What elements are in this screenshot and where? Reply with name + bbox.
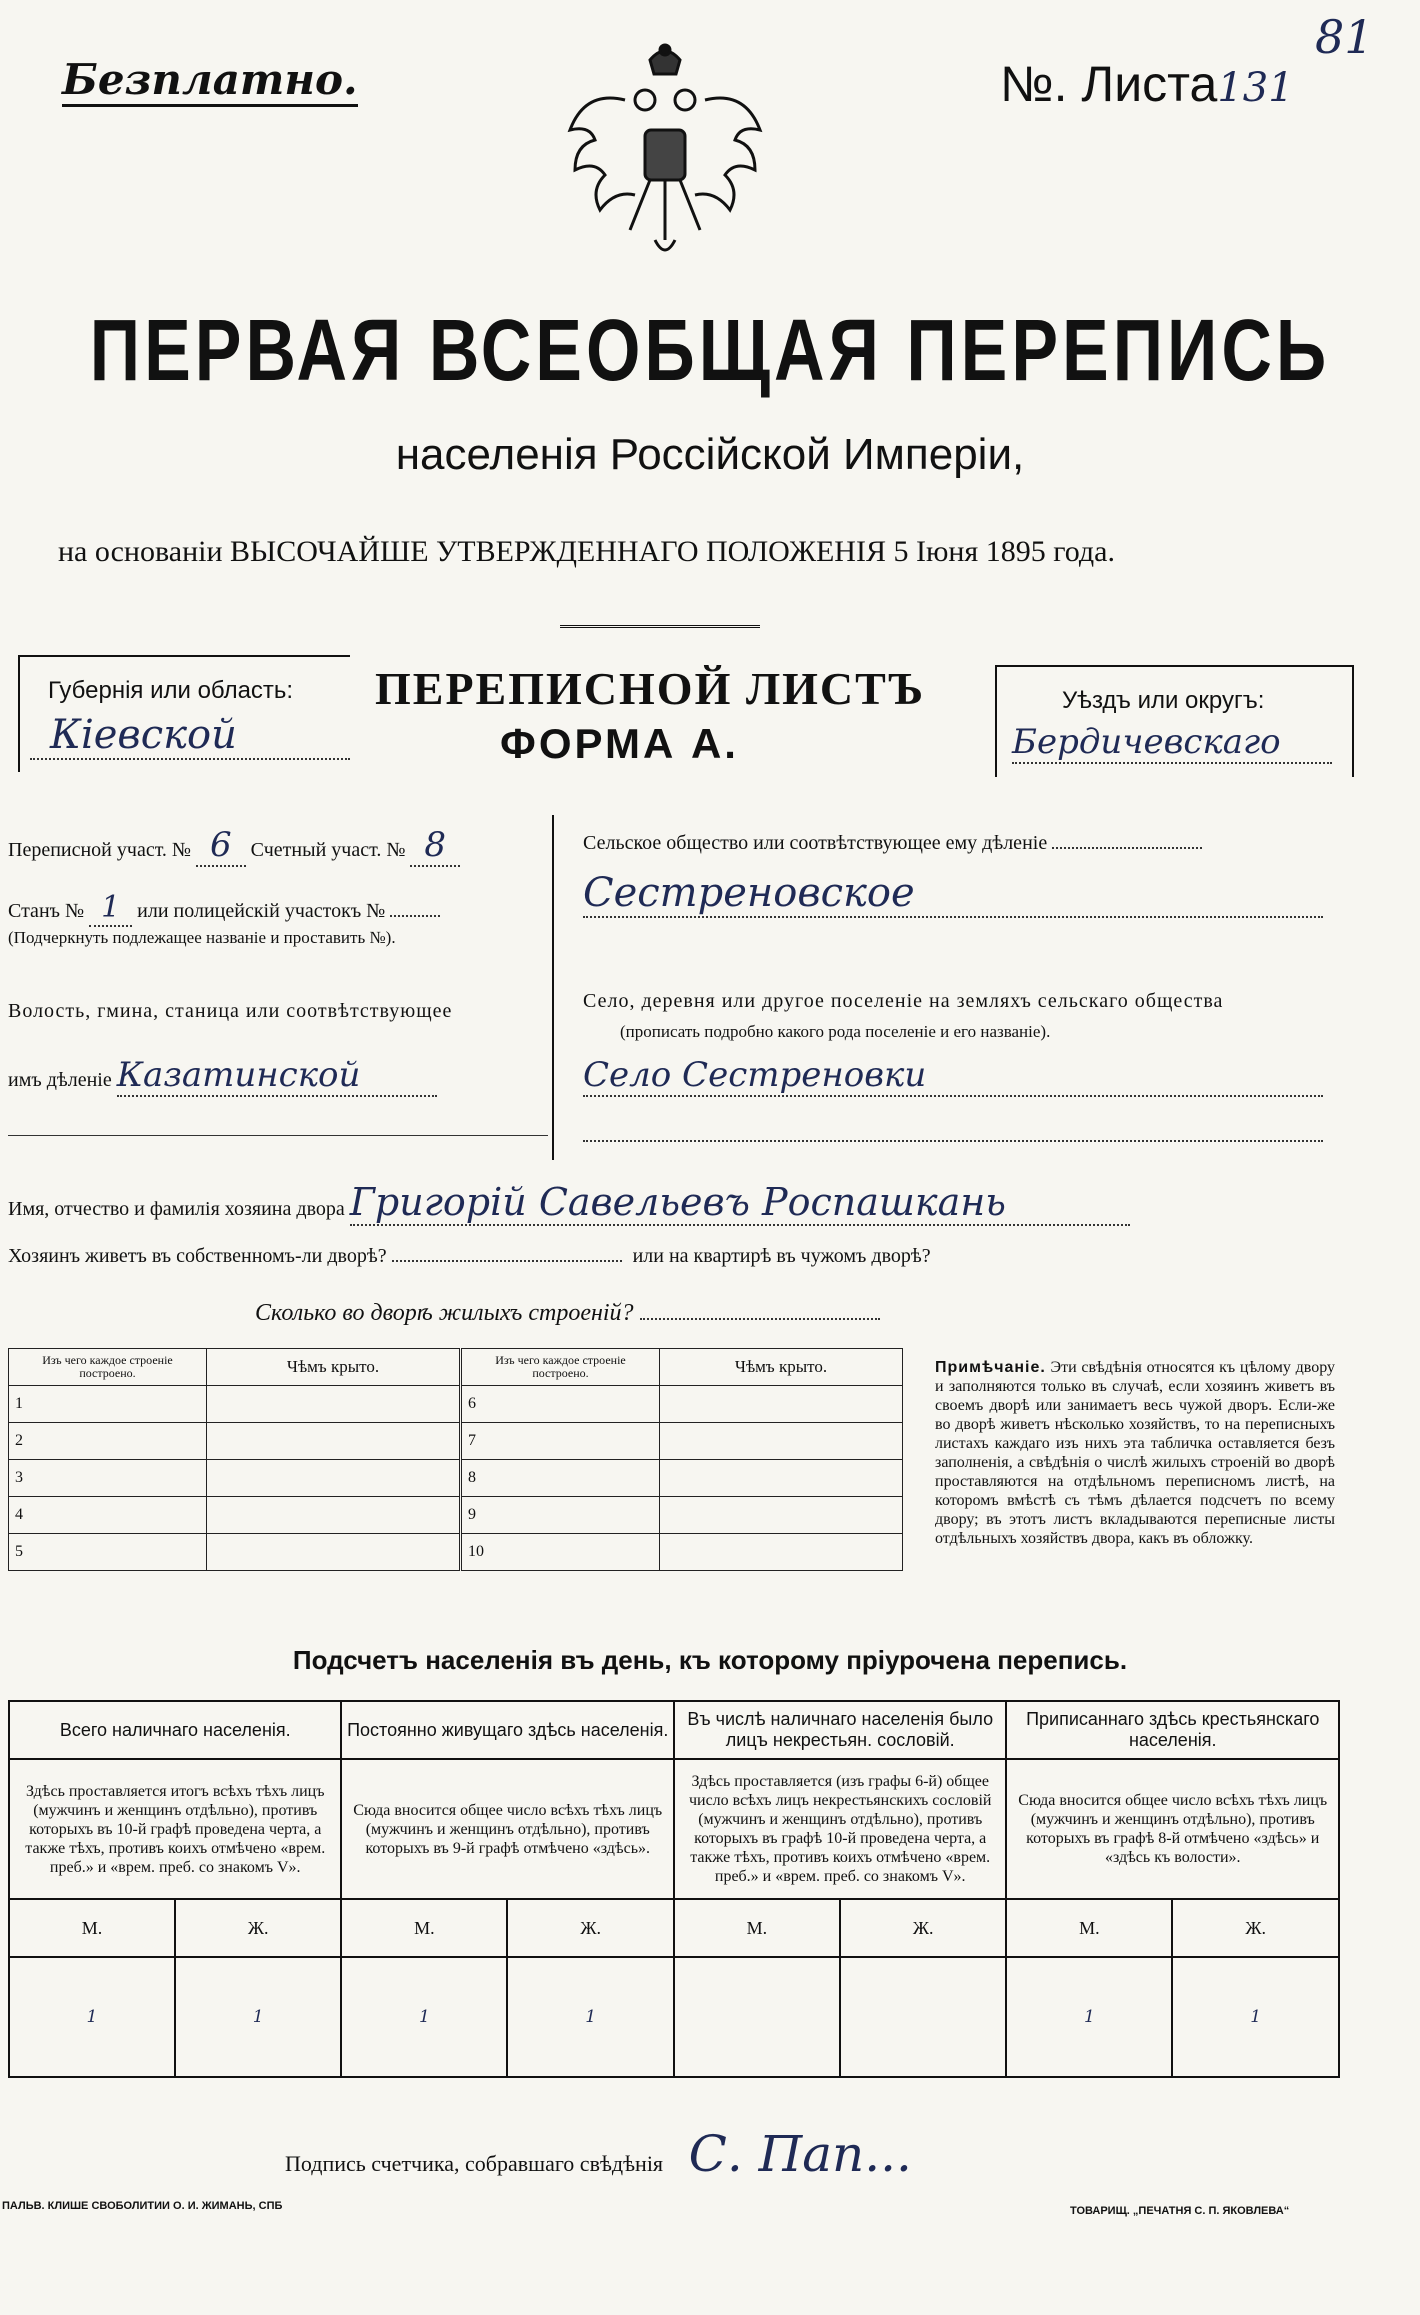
permanent-male-value: 1 (341, 1957, 507, 2077)
own-yard-label: Хозяинъ живетъ въ собственномъ-ли дворѣ? (8, 1245, 387, 1267)
sheet-number-label: №. Листа (1000, 56, 1218, 112)
ornament-divider (560, 625, 760, 628)
village-value: Село Сестреновки (583, 1055, 1323, 1097)
province-label: Губернія или область: (48, 677, 294, 704)
police-label: или полицейскій участокъ № (137, 900, 386, 922)
volost-label-2: имъ дѣленіе (8, 1069, 112, 1091)
decree-line: на основаніи ВЫСОЧАЙШЕ УТВЕРЖДЕННАГО ПОЛОЖЕНІЯ 5 Іюня 1895 года. (58, 535, 1115, 568)
signature-line (285, 2125, 912, 2183)
row-number: 5 (9, 1534, 207, 1571)
row-number: 3 (9, 1460, 207, 1497)
volost-line (8, 1055, 437, 1097)
male-label: М. (674, 1899, 840, 1957)
total-male-value: 1 (9, 1957, 175, 2077)
main-title: ПЕРВАЯ ВСЕОБЩАЯ ПЕРЕПИСЬ (89, 301, 1331, 399)
note-text: Эти свѣдѣнія относятся къ цѣлому двору и заполняются только въ случаѣ, если хозяинъ живетъ въ своемъ дворѣ или занимаетъ весь чужой дворъ. Если-же во дворѣ живетъ нѣсколько хозяйствъ, то на переписныхъ листахъ каждаго изъ нихъ эта табличка оставляется безъ заполненія, а свѣдѣнія о числѣ жилыхъ строеній во дворѣ проставляются на отдѣльномъ переписномъ листѣ, на которомъ вмѣстѣ съ тѣмъ дѣлается подсчетъ по всему двору; въ этотъ листъ вкладываются переписные листы отдѣльныхъ хозяйствъ двора, какъ въ обложку. (935, 1359, 1336, 1547)
district-value: Бердичевскаго (1012, 722, 1332, 764)
row-number: 10 (461, 1534, 660, 1571)
village-extra-line (583, 1140, 1323, 1142)
subtitle: населенія Россійской Имперіи, (395, 430, 1025, 479)
buildings-label: Сколько во дворѣ жилыхъ строеній? (255, 1300, 634, 1326)
row-number: 4 (9, 1497, 207, 1534)
non-peasant-header: Въ числѣ наличнаго населенія было лицъ некрестьян. сословій. (674, 1701, 1006, 1759)
female-label: Ж. (1172, 1899, 1339, 1957)
society-dots (1052, 847, 1202, 849)
province-box (18, 655, 350, 772)
total-population-desc: Здѣсь проставляется итогъ всѣхъ тѣхъ лицъ (мужчинъ и женщинъ отдѣльно), противъ которыхъ въ 10-й графѣ проведена черта, а также тѣхъ, противъ коихъ отмѣчено «врем. преб.» и «врем. преб. со знакомъ V». (9, 1759, 341, 1899)
non-peasant-desc: Здѣсь проставляется (изъ графы 6-й) общее число всѣхъ лицъ некрестьянскихъ сословій (мужчинъ и женщинъ отдѣльно), противъ которыхъ въ графѣ 10-й проведена черта, а также тѣхъ, противъ коихъ отмѣчено «врем. преб.» и «врем. преб. со знакомъ V». (674, 1759, 1006, 1899)
permanent-population-header: Постоянно живущаго здѣсь населенія. (341, 1701, 673, 1759)
printer-credit-right: ТОВАРИЩ. „ПЕЧАТНЯ С. П. ЯКОВЛЕВА“ (1070, 2205, 1290, 2217)
printer-credit-left: ПАЛЬВ. КЛИШЕ СВОБОЛИТИИ О. И. ЖИМАНЬ, СПБ (2, 2200, 283, 2212)
roof-header-left: Чѣмъ крыто. (207, 1349, 461, 1386)
buildings-table (8, 1348, 903, 1571)
form-letter: ФОРМА А. (500, 720, 739, 767)
other-yard-label: или на квартирѣ въ чужомъ дворѣ? (632, 1245, 931, 1267)
province-value: Кіевской (30, 712, 350, 760)
permanent-female-value: 1 (507, 1957, 674, 2077)
row-number: 7 (461, 1423, 660, 1460)
female-label: Ж. (175, 1899, 342, 1957)
registered-female-value: 1 (1172, 1957, 1339, 2077)
owner-label: Имя, отчество и фамилія хозяина двора (8, 1198, 345, 1220)
male-label: М. (9, 1899, 175, 1957)
census-district-label: Переписной участ. № (8, 839, 192, 861)
sheet-number (1000, 55, 1294, 113)
volost-value: Казатинской (117, 1055, 437, 1097)
district-box (995, 665, 1354, 777)
buildings-line (255, 1300, 880, 1327)
note-head: Примѣчаніе. (935, 1359, 1046, 1376)
district-label: Уѣздъ или округъ: (1062, 687, 1265, 714)
owner-line (8, 1180, 1130, 1226)
female-label: Ж. (840, 1899, 1007, 1957)
row-number: 8 (461, 1460, 660, 1497)
female-label: Ж. (507, 1899, 674, 1957)
stan-line (8, 890, 440, 925)
counting-district-value: 8 (410, 825, 460, 867)
census-district-value: 6 (196, 825, 246, 867)
total-population-header: Всего наличнаго населенія. (9, 1701, 341, 1759)
society-label: Сельское общество или соотвѣтствующее ему дѣленіе (583, 832, 1048, 854)
imperial-eagle-icon (565, 40, 765, 280)
residence-line (8, 1245, 931, 1268)
owner-value: Григорій Савельевъ Роспашкань (350, 1180, 1130, 1226)
village-label: Село, деревня или другое поселеніе на земляхъ сельскаго общества (583, 990, 1224, 1012)
village-note: (прописать подробно какого рода поселеніе и его названіе). (620, 1022, 1051, 1041)
volost-label: Волость, гмина, станица или соотвѣтствующее (8, 1000, 453, 1022)
non-peasant-male-value (674, 1957, 840, 2077)
underline-note: (Подчеркнуть подлежащее названіе и проставить №). (8, 928, 396, 947)
non-peasant-female-value (840, 1957, 1007, 2077)
census-district-line (8, 825, 460, 865)
row-number: 6 (461, 1386, 660, 1423)
permanent-population-desc: Сюда вносится общее число всѣхъ тѣхъ лицъ (мужчинъ и женщинъ отдѣльно), противъ которыхъ въ 9-й графѣ отмѣчено «здѣсь». (341, 1759, 673, 1899)
population-table (8, 1700, 1340, 2078)
material-header-left: Изъ чего каждое строеніе построено. (9, 1349, 207, 1386)
row-number: 9 (461, 1497, 660, 1534)
own-yard-blank (392, 1260, 622, 1262)
population-title: Подсчетъ населенія въ день, къ которому пріурочена перепись. (292, 1645, 1128, 1675)
stan-value: 1 (89, 890, 132, 927)
stan-label: Станъ № (8, 900, 85, 922)
vertical-rule (552, 815, 554, 1160)
roof-header-right: Чѣмъ крыто. (660, 1349, 903, 1386)
sheet-number-value: 131 (1217, 65, 1294, 111)
signature-label: Подпись счетчика, собравшаго свѣдѣнія (285, 2151, 664, 2176)
row-number: 2 (9, 1423, 207, 1460)
society-value: Сестреновское (583, 870, 1323, 918)
male-label: М. (1006, 1899, 1172, 1957)
left-block-rule (8, 1135, 548, 1136)
material-header-right: Изъ чего каждое строеніе построено. (461, 1349, 660, 1386)
total-female-value: 1 (175, 1957, 342, 2077)
note-block (935, 1358, 1335, 1548)
registered-peasant-desc: Сюда вносится общее число всѣхъ тѣхъ лицъ (мужчинъ и женщинъ отдѣльно), противъ которыхъ въ графѣ 8-й отмѣчено «здѣсь» и «здѣсь къ волости». (1006, 1759, 1339, 1899)
corner-number: 81 (1315, 10, 1374, 64)
signature-value: С. Пап... (688, 2125, 912, 2183)
registered-male-value: 1 (1006, 1957, 1172, 2077)
society-line (583, 832, 1202, 855)
registered-peasant-header: Приписаннаго здѣсь крестьянскаго населенія. (1006, 1701, 1339, 1759)
police-value-blank (390, 915, 440, 917)
male-label: М. (341, 1899, 507, 1957)
free-label: Безплатно. (62, 55, 358, 107)
row-number: 1 (9, 1386, 207, 1423)
buildings-blank (640, 1318, 880, 1320)
form-title: ПЕРЕПИСНОЙ ЛИСТЪ (375, 663, 926, 714)
counting-district-label: Счетный участ. № (250, 839, 406, 861)
